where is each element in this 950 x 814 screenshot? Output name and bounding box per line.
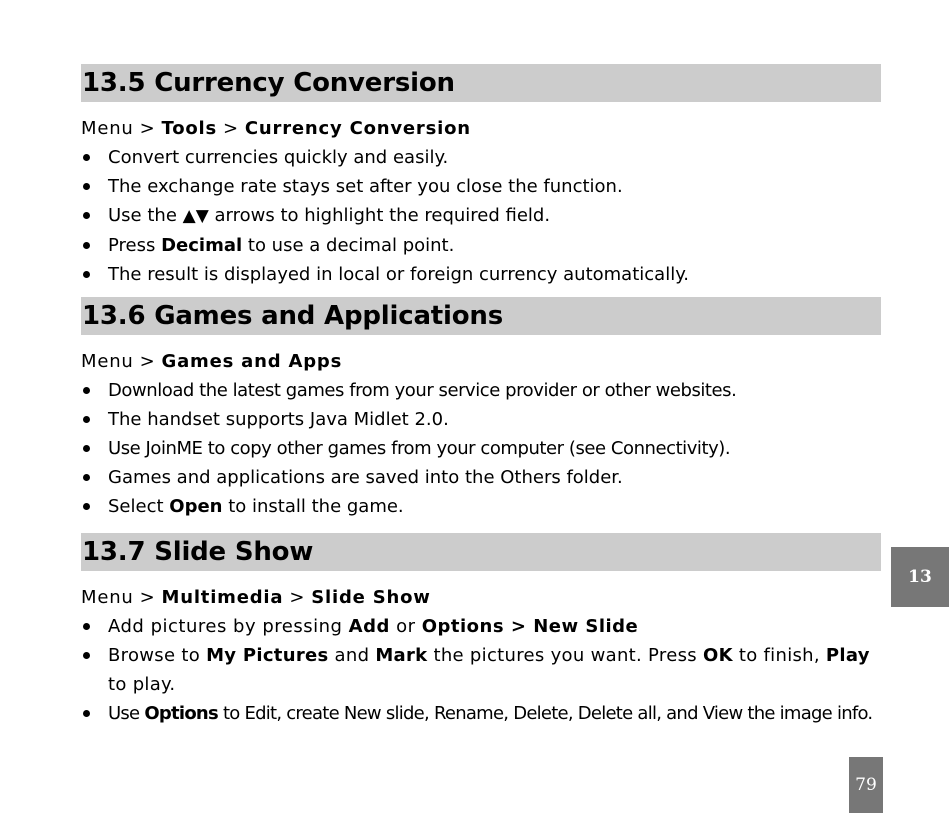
menu-path-separator: >: [139, 351, 156, 372]
menu-path: [81, 114, 881, 143]
key-label: My Pictures: [206, 645, 329, 666]
list-item: Games and applications are saved into the Others folder.: [81, 463, 881, 492]
section-slide-show: [81, 533, 881, 728]
bullet-icon: [83, 416, 90, 423]
list-item: The result is displayed in local or foreign currency automatically.: [81, 260, 881, 289]
list-item: Use the ▲▼ arrows to highlight the required field.: [81, 201, 881, 231]
key-label: OK: [702, 645, 733, 666]
section-heading: 13.6 Games and Applications: [81, 297, 881, 335]
menu-path-item: Currency Conversion: [244, 118, 471, 139]
section-games-and-applications: [81, 297, 881, 521]
menu-path-separator: >: [139, 587, 156, 608]
menu-path-item: Tools: [161, 118, 218, 139]
list-item: Add pictures by pressing Add or Options > New Slide: [81, 612, 881, 641]
bullet-icon: [83, 710, 90, 717]
bullet-icon: [83, 271, 90, 278]
menu-path: [81, 347, 881, 376]
chapter-tab: 13: [891, 547, 949, 607]
list-item: The exchange rate stays set after you close the function.: [81, 172, 881, 201]
menu-path-item: Menu: [81, 351, 134, 372]
bullet-icon: [83, 183, 90, 190]
menu-path-separator: >: [223, 118, 239, 139]
list-item: Use Options to Edit, create New slide, Rename, Delete, Delete all, and View the image info.: [81, 699, 881, 728]
bullet-icon: [83, 154, 90, 161]
key-label: Decimal: [161, 235, 243, 256]
page-number: 79: [849, 757, 883, 813]
list-item: The handset supports Java Midlet 2.0.: [81, 405, 881, 434]
list-item: Convert currencies quickly and easily.: [81, 143, 881, 172]
section-heading: 13.7 Slide Show: [81, 533, 881, 571]
menu-path-item: Slide Show: [311, 587, 431, 608]
menu-path: [81, 583, 881, 612]
menu-path-separator: >: [139, 118, 156, 139]
bullet-list: [81, 376, 881, 521]
menu-path-item: Menu: [81, 587, 134, 608]
list-item: Browse to My Pictures and Mark the pictures you want. Press OK to finish, Play to play.: [81, 641, 881, 699]
list-item: Download the latest games from your service provider or other websites.: [81, 376, 881, 405]
key-label: Mark: [375, 645, 428, 666]
bullet-icon: [83, 387, 90, 394]
list-item: Use JoinME to copy other games from your computer (see Connectivity).: [81, 434, 881, 463]
bullet-icon: [83, 503, 90, 510]
key-label: Options > New Slide: [421, 616, 639, 637]
menu-path-item: Multimedia: [161, 587, 284, 608]
bullet-icon: [83, 445, 90, 452]
key-label: Open: [169, 496, 223, 517]
menu-path-item: Menu: [81, 118, 134, 139]
bullet-list: [81, 143, 881, 289]
list-item: Select Open to install the game.: [81, 492, 881, 521]
bullet-list: [81, 612, 881, 728]
list-item: Press Decimal to use a decimal point.: [81, 231, 881, 260]
key-label: Play: [825, 645, 870, 666]
menu-path-separator: >: [289, 587, 306, 608]
section-currency-conversion: [81, 64, 881, 289]
bullet-icon: [83, 652, 90, 659]
bullet-icon: [83, 242, 90, 249]
section-heading: 13.5 Currency Conversion: [81, 64, 881, 102]
bullet-icon: [83, 474, 90, 481]
key-label: Add: [348, 616, 390, 637]
bullet-icon: [83, 212, 90, 219]
key-label: Options: [144, 703, 218, 724]
bullet-icon: [83, 623, 90, 630]
up-down-arrows-icon: ▲▼: [182, 206, 209, 226]
menu-path-item: Games and Apps: [161, 351, 343, 372]
